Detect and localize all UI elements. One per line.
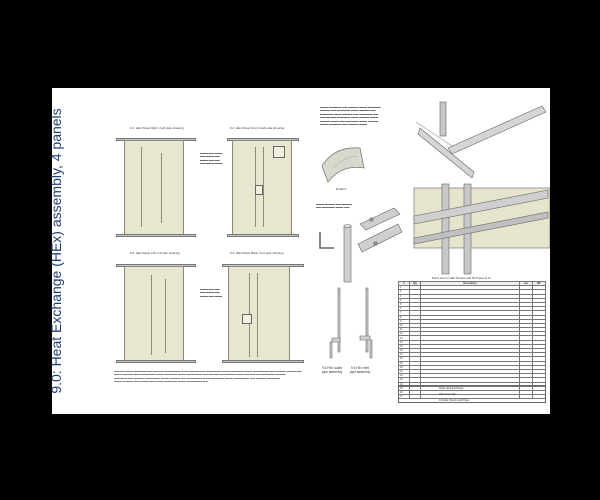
pipe-fittings-drawing	[314, 206, 404, 286]
parts-cell: 2	[399, 290, 410, 294]
port-box	[273, 146, 285, 158]
parts-cell: 13	[399, 336, 410, 340]
view-note: ▬▬▬ ▬▬ ▬▬▬ ▬▬ ▬▬▬ ▬▬ ▬▬▬ ▬▬ ▬▬ ▬▬ ▬▬▬ ▬▬▬	[200, 152, 223, 166]
parts-cell: 22	[399, 374, 410, 378]
parts-cell: 27	[399, 395, 410, 399]
pipe-assemblies-drawing	[326, 286, 386, 366]
parts-cell: 16	[399, 349, 410, 353]
col-header: Description	[421, 282, 520, 286]
parts-cell: 14	[399, 340, 410, 344]
assembly-notes: ▬▬▬▬ ▬▬▬ ▬▬▬▬▬ ▬▬ ▬▬▬▬ ▬▬▬▬▬▬ ▬▬▬ ▬▬▬▬ ▬▬ ▬▬▬▬▬▬ ▬▬▬ ▬▬▬▬▬ ▬▬▬ ▬▬▬▬▬▬ ▬▬ ▬▬▬▬ ▬▬▬▬▬▬ ▬▬▬ ▬▬▬▬ ▬▬ ▬▬▬▬▬▬ ▬▬▬ ▬▬▬▬▬ ▬▬▬ ▬▬▬▬▬▬ ▬▬ ▬▬▬▬ ▬▬▬▬▬▬ ▬▬▬ ▬▬▬▬ ▬▬ ▬▬▬▬▬ ▬▬▬▬ ▬▬▬▬▬ ▬▬ ▬▬▬▬ ▬▬▬▬▬▬ ▬▬▬ ▬▬▬▬ ▬▬ ▬▬▬▬▬▬ ▬▬▬ ▬▬▬▬▬ ▬▬▬ ▬▬▬▬▬▬ ▬▬ ▬▬▬▬ ▬▬▬▬▬ ▬▬▬ ▬▬▬▬ ▬▬ ▬▬▬▬▬▬ ▬▬▬ ▬▬▬▬▬ ▬▬▬ ▬▬▬▬▬▬ ▬▬	[114, 370, 302, 384]
outlet-caption: 9.5 HEx outlet pipe assembly	[321, 366, 343, 374]
parts-cell: 8	[399, 315, 410, 319]
parts-cell: 1	[399, 286, 410, 290]
parts-cell: 20	[399, 365, 410, 369]
intro-notes: ▬▬▬ ▬▬▬▬▬ ▬▬ ▬▬▬▬ ▬▬▬ ▬▬▬▬▬ ▬▬▬▬ ▬▬ ▬▬▬▬▬ ▬▬▬ ▬▬▬▬ ▬▬ ▬▬▬▬▬ ▬▬▬ ▬▬▬▬ ▬▬ ▬▬▬▬▬ ▬▬ ▬▬ ▬▬▬▬ ▬▬▬▬▬ ▬▬▬ ▬▬▬▬ ▬▬▬ ▬▬▬▬ ▬▬▬ ▬▬ ▬▬▬▬▬ ▬▬▬ ▬▬▬▬ ▬▬▬ ▬▬▬▬▬ ▬▬ ▬▬▬▬ ▬▬▬	[320, 106, 381, 127]
view-caption-9-3: 9.3: HEx Panel Left, left side showing	[130, 251, 180, 255]
hex-panel-left	[124, 266, 184, 362]
port-box	[242, 314, 252, 324]
title-block	[398, 385, 546, 403]
parts-cell: 23	[399, 378, 410, 382]
parts-table	[398, 281, 546, 399]
col-header: Qty	[410, 282, 421, 286]
parts-cell: 18	[399, 357, 410, 361]
bottom-rail	[227, 234, 299, 237]
drawing-sheet	[48, 88, 550, 414]
bottom-rail	[222, 360, 304, 363]
parts-cell: 4	[399, 298, 410, 302]
hex-panel-back	[228, 266, 290, 362]
view-caption-9-1: 9.1: HEx Panel Right, right side showing	[130, 126, 184, 130]
sheet-title: 9.0: Heat Exchange (HEx) assembly, 4 panels	[48, 108, 64, 394]
parts-cell: 10	[399, 323, 410, 327]
parts-cell: 11	[399, 328, 410, 332]
sheet-title-vertical	[42, 88, 70, 414]
hex-panel-right	[124, 140, 184, 235]
parts-cell: 6	[399, 307, 410, 311]
iso-assembly-drawing	[412, 98, 550, 278]
title-block-line1: Solar Heat Exchange	[439, 387, 464, 390]
detail-a-caption: Detail A	[336, 187, 347, 191]
parts-table-title: Parts List for HEx Panels and 90 Pipes (9.0)	[432, 276, 491, 280]
parts-cell: 5	[399, 302, 410, 306]
bottom-rail	[116, 360, 196, 363]
col-header: Len	[520, 282, 533, 286]
parts-cell: 26	[399, 390, 410, 394]
view-caption-9-4: 9.4: HEx Panel Back, front side showing	[230, 251, 284, 255]
parts-cell: 21	[399, 369, 410, 373]
parts-cell: 25	[399, 386, 410, 390]
view-note: ▬▬▬ ▬▬ ▬▬ ▬▬ ▬▬▬ ▬▬ ▬▬▬ ▬▬ ▬▬▬	[200, 288, 223, 298]
bottom-rail	[116, 234, 196, 237]
port-box	[255, 185, 263, 195]
detail-a-drawing	[314, 138, 374, 188]
parts-cell: 9	[399, 319, 410, 323]
col-header: #	[399, 282, 410, 286]
view-caption-9-2: 9.2: HEx Panel Front, back side showing	[230, 126, 285, 130]
parts-cell: 17	[399, 353, 410, 357]
parts-cell: 24	[399, 382, 410, 386]
parts-cell: 12	[399, 332, 410, 336]
parts-cell: 19	[399, 361, 410, 365]
title-block-line2: HEx Assembly	[439, 393, 456, 396]
parts-cell: 7	[399, 311, 410, 315]
detail-notes: ▬▬▬ ▬▬▬▬ ▬▬ ▬▬▬▬ ▬▬ ▬▬▬▬▬ ▬▬▬ ▬▬	[316, 203, 352, 210]
parts-cell: 3	[399, 294, 410, 298]
col-header: Mfr	[533, 282, 546, 286]
inlet-caption: 9.6 HEx inlet pipe assembly	[349, 366, 371, 374]
parts-cell: 15	[399, 344, 410, 348]
title-block-line3: 9.0 HEx Panels and Pipes	[439, 399, 470, 402]
